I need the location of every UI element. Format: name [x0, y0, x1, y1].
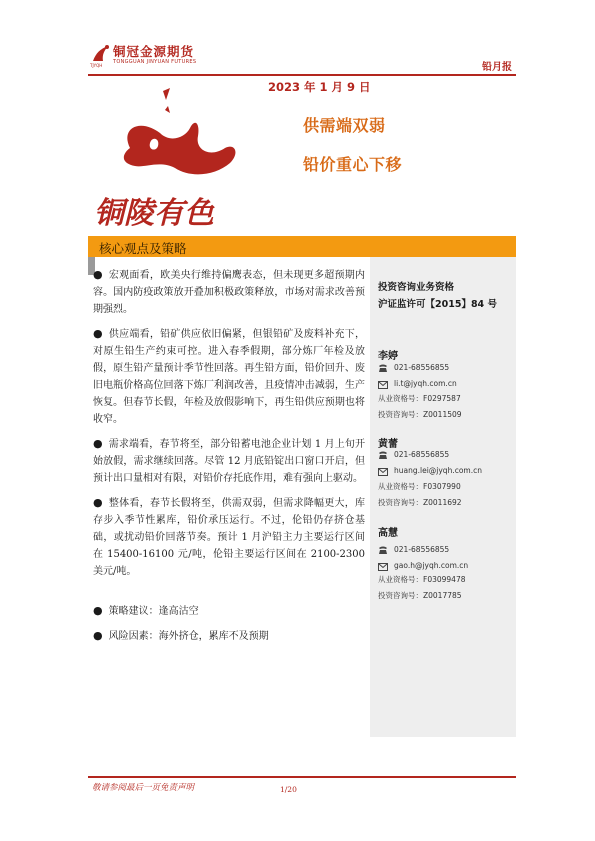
email-icon — [378, 468, 388, 476]
company-name-cn: 铜冠金源期货 — [113, 44, 195, 59]
analyst-sidebar — [370, 257, 516, 737]
email-icon — [378, 381, 388, 389]
bullet-paragraph: ● 整体看，春节长假将至，供需双弱，但需求降幅更大，库存步入季节性累库，铅价承压运行。不过，伦铅仍存挤仓基础，或扰动铅价回落节奏。预计 1 月沪铅主力主要运行区间在 15400-16100 元/吨，伦铅主要运行区间在 2100-2300 美元/吨。 — [93, 496, 365, 577]
analyst-practice-number: 从业资格号：F0297587 — [378, 394, 461, 403]
bullet-icon: ● — [93, 437, 103, 450]
company-name-en: TONGGUAN JINYUAN FUTURES — [113, 59, 197, 65]
analyst-phone: 021-68556855 — [394, 363, 450, 372]
analyst-consult-number: 投资咨询号：Z0011692 — [378, 498, 462, 507]
company-logo-icon — [90, 43, 112, 65]
risk-line: ● 风险因素：海外挤仓，累库不及预期 — [93, 629, 269, 642]
strategy-line: ● 策略建议：逢高沽空 — [93, 604, 199, 617]
analyst-practice-number: 从业资格号：F03099478 — [378, 575, 466, 584]
analyst-phone: 021-68556855 — [394, 545, 450, 554]
bullet-paragraph: ● 宏观面看，欧美央行维持偏鹰表态，但未现更多超预期内容。国内防疫政策放开叠加积极政策释放，市场对需求改善预期强烈。 — [93, 268, 365, 315]
analyst-email[interactable]: gao.h@jyqh.com.cn — [394, 561, 469, 570]
report-type: 铅月报 — [482, 62, 512, 73]
analyst-practice-number: 从业资格号：F0307990 — [378, 482, 461, 491]
phone-icon — [378, 546, 388, 554]
phone-icon — [378, 451, 388, 459]
footer-disclaimer: 敬请参阅最后一页免责声明 — [92, 783, 195, 793]
section-title: 核心观点及策略 — [99, 241, 187, 256]
analyst-name: 高慧 — [378, 528, 398, 539]
brand-calligraphy-text: 铜陵有色 — [94, 196, 214, 231]
email-icon — [378, 563, 388, 571]
qualification-line2: 沪证监许可【2015】84 号 — [378, 299, 497, 310]
phone-icon — [378, 364, 388, 372]
bullet-paragraph: ● 需求端看，春节将至，部分铅蓄电池企业计划 1 月上旬开始放假，需求继续回落。尽管 12 月底铅锭出口窗口开启，但预计出口量相对有限，对铅价存托底作用，难有强向上驱动。 — [93, 437, 365, 484]
analyst-email[interactable]: li.t@jyqh.com.cn — [394, 379, 457, 388]
page-number: 1/20 — [280, 785, 297, 794]
bullet-icon: ● — [93, 496, 103, 509]
analyst-email[interactable]: huang.lei@jyqh.com.cn — [394, 466, 482, 475]
analyst-phone: 021-68556855 — [394, 450, 450, 459]
bullet-icon: ● — [93, 327, 103, 340]
analyst-consult-number: 投资咨询号：Z0011509 — [378, 410, 462, 419]
report-title-line1: 供需端双弱 — [303, 116, 386, 135]
logo-pinyin: TJYQH — [90, 63, 103, 68]
bullet-icon: ● — [93, 604, 103, 617]
report-date: 2023 年 1 月 9 日 — [268, 80, 371, 94]
footer-divider — [88, 776, 516, 778]
brand-calligraphy-logo — [90, 88, 260, 238]
core-views-body — [93, 266, 365, 652]
analyst-consult-number: 投资咨询号：Z0017785 — [378, 591, 462, 600]
analyst-name: 李婷 — [378, 351, 398, 362]
header-divider — [88, 74, 516, 76]
bullet-icon: ● — [93, 268, 103, 281]
report-title-line2: 铅价重心下移 — [303, 155, 403, 174]
bullet-paragraph: ● 供应端看，铅矿供应依旧偏紧，但银铅矿及废料补充下，对原生铅生产约束可控。进入春季假期，部分炼厂年检及放假，原生铅产量预计季节性回落。再生铅方面，铅价回升、废旧电瓶价格高位回落下炼厂利润改善，且疫情冲击减弱，生产恢复。但春节长假，年检及放假影响下，再生铅供应预期也将收窄。 — [93, 327, 365, 425]
analyst-name: 黄蕾 — [378, 439, 398, 450]
qualification-line1: 投资咨询业务资格 — [378, 282, 455, 293]
bullet-icon: ● — [93, 629, 103, 642]
